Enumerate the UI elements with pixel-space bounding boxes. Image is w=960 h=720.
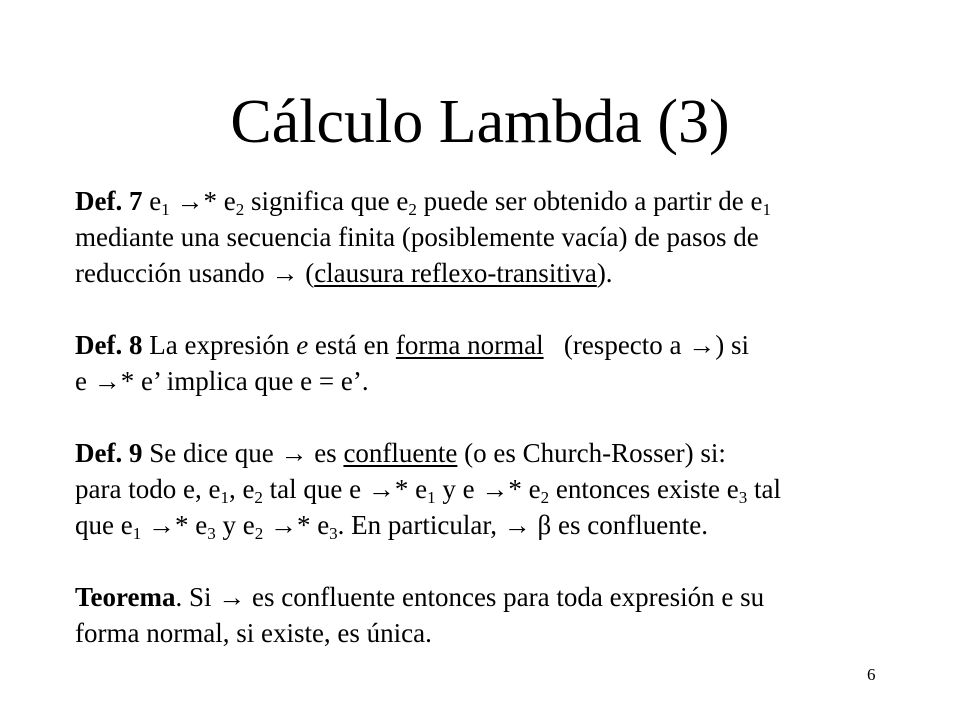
beta-icon: β bbox=[537, 510, 552, 540]
subscript: 2 bbox=[235, 200, 245, 219]
arrow-star-icon: →* bbox=[481, 474, 522, 504]
def9-line-1 bbox=[75, 435, 935, 471]
arrow-icon: → bbox=[503, 510, 531, 540]
text: . Si bbox=[175, 582, 212, 612]
text: e bbox=[75, 366, 87, 396]
def7-line-1 bbox=[75, 183, 935, 219]
slide-body bbox=[75, 183, 935, 651]
subscript: 3 bbox=[329, 524, 338, 543]
subscript: 1 bbox=[762, 200, 772, 219]
arrow-icon: → bbox=[688, 330, 716, 360]
term-confluente: confluente bbox=[343, 438, 458, 468]
term-clausura: clausura reflexo-transitiva bbox=[314, 258, 597, 288]
def9-line-2 bbox=[75, 471, 935, 507]
text: e bbox=[415, 474, 428, 504]
text: es confluente entonces para toda expresión e su bbox=[252, 582, 765, 612]
text: (o es Church-Rosser) si: bbox=[464, 438, 726, 468]
spacer bbox=[75, 399, 935, 435]
text: es bbox=[314, 438, 337, 468]
subscript: 1 bbox=[161, 200, 170, 219]
text: e bbox=[195, 510, 208, 540]
def7-line-3 bbox=[75, 255, 935, 291]
arrow-icon: → bbox=[218, 582, 246, 612]
text: Se dice que bbox=[149, 438, 274, 468]
arrow-star-icon: →* bbox=[367, 474, 409, 504]
theorem-line-1 bbox=[75, 579, 935, 615]
text: e bbox=[528, 474, 541, 504]
text: tal que e bbox=[262, 474, 368, 504]
text: La expresión bbox=[149, 330, 290, 360]
subscript: 2 bbox=[254, 524, 264, 543]
text: e bbox=[149, 186, 162, 216]
def9-line-3 bbox=[75, 507, 935, 543]
def7-line-2: mediante una secuencia finita (posiblemente vacía) de pasos de bbox=[75, 222, 759, 252]
text: e bbox=[317, 510, 330, 540]
subscript: 1 bbox=[427, 488, 436, 507]
arrow-star-icon: →* bbox=[93, 366, 135, 396]
slide-title: Cálculo Lambda (3) bbox=[230, 88, 730, 156]
text: e bbox=[223, 186, 236, 216]
text: tal bbox=[747, 474, 782, 504]
text: está en bbox=[314, 330, 390, 360]
subscript: 1 bbox=[220, 488, 229, 507]
variable-e: e bbox=[296, 330, 309, 360]
arrow-star-icon: →* bbox=[147, 510, 189, 540]
text: e’ implica que e = e’. bbox=[140, 366, 369, 396]
def8-line-2 bbox=[75, 363, 935, 399]
subscript: 2 bbox=[540, 488, 550, 507]
subscript: 2 bbox=[408, 200, 417, 219]
text: puede ser obtenido a partir de e bbox=[423, 186, 763, 216]
def8-label: Def. 8 bbox=[75, 330, 143, 360]
text: entonces existe e bbox=[549, 474, 739, 504]
theorem-line-2: forma normal, si existe, es única. bbox=[75, 618, 432, 648]
page-number: 6 bbox=[867, 665, 876, 684]
def9-label: Def. 9 bbox=[75, 438, 143, 468]
text: y e bbox=[435, 474, 482, 504]
text: ). bbox=[596, 258, 613, 288]
arrow-star-icon: →* bbox=[176, 186, 217, 216]
def8-line-1 bbox=[75, 327, 935, 363]
text: para todo e, e bbox=[75, 474, 221, 504]
subscript: 3 bbox=[738, 488, 748, 507]
text: . En particular, bbox=[337, 510, 504, 540]
def7-label: Def. 7 bbox=[75, 186, 143, 216]
subscript: 2 bbox=[254, 488, 263, 507]
text: reducción usando bbox=[75, 258, 265, 288]
text: significa que e bbox=[250, 186, 409, 216]
arrow-star-icon: →* bbox=[269, 510, 311, 540]
arrow-icon: → bbox=[271, 258, 299, 288]
text: ( bbox=[305, 258, 315, 288]
text: y e bbox=[215, 510, 255, 540]
subscript: 1 bbox=[132, 524, 142, 543]
text: ) si bbox=[715, 330, 750, 360]
theorem-label: Teorema bbox=[75, 582, 176, 612]
spacer bbox=[75, 291, 935, 327]
subscript: 3 bbox=[207, 524, 216, 543]
text: es confluente. bbox=[558, 510, 708, 540]
text: , e bbox=[228, 474, 255, 504]
text: que e bbox=[75, 510, 133, 540]
spacer bbox=[75, 543, 935, 579]
arrow-icon: → bbox=[280, 438, 308, 468]
text: (respecto a bbox=[563, 330, 682, 360]
term-forma-normal: forma normal bbox=[395, 330, 544, 360]
